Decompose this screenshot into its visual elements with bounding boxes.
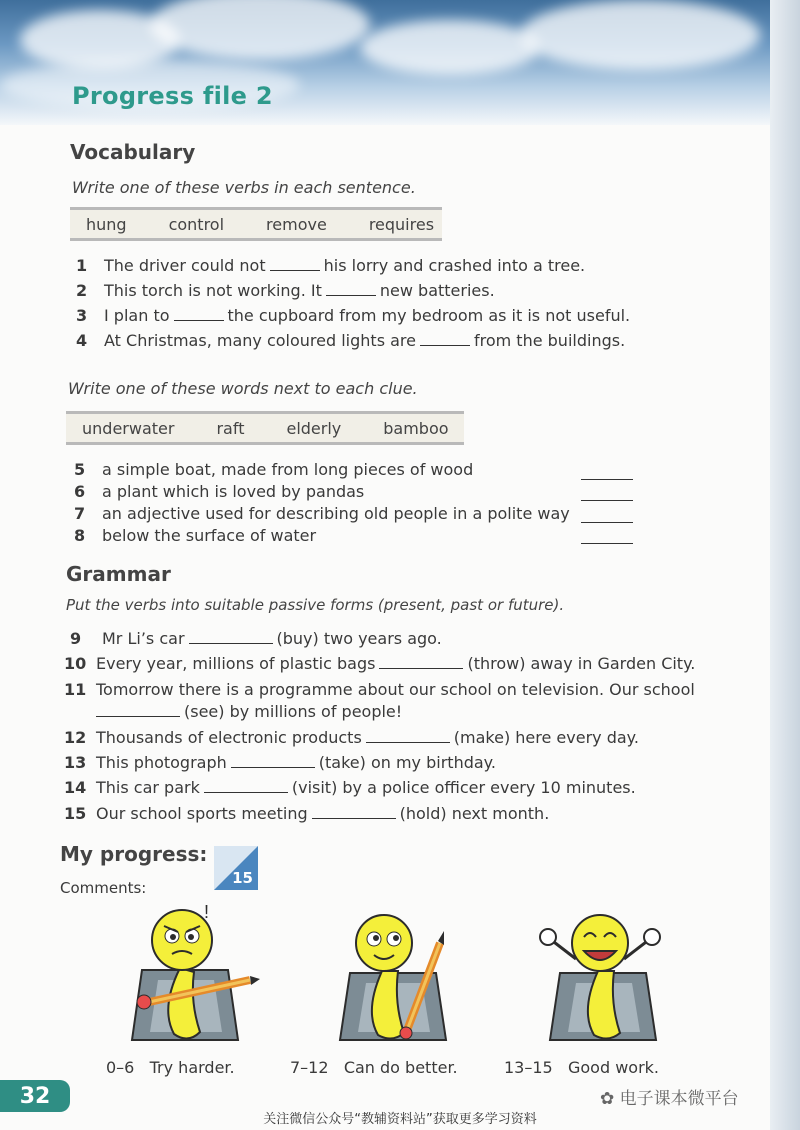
question-1: 1 The driver could not his lorry and crashed into a tree. bbox=[76, 256, 586, 275]
score-box bbox=[214, 846, 258, 890]
word-option: requires bbox=[368, 214, 435, 234]
answer-line[interactable] bbox=[581, 479, 633, 480]
answer-line[interactable] bbox=[581, 522, 633, 523]
question-9: 9 Mr Li’s car (buy) two years ago. bbox=[70, 629, 442, 648]
clue-8: 8 below the surface of water bbox=[74, 526, 317, 545]
word-option: elderly bbox=[286, 418, 342, 438]
question-12: 12 Thousands of electronic products (make) here every day. bbox=[64, 728, 639, 747]
clue-word-box bbox=[66, 411, 464, 445]
answer-blank[interactable] bbox=[420, 344, 470, 346]
answer-blank[interactable] bbox=[326, 294, 376, 296]
question-2: 2 This torch is not working. It new batteries. bbox=[76, 281, 495, 300]
answer-blank[interactable] bbox=[231, 766, 315, 768]
answer-line[interactable] bbox=[581, 543, 633, 544]
try-harder-figure bbox=[110, 900, 260, 1050]
question-14: 14 This car park (visit) by a police officer every 10 minutes. bbox=[64, 778, 636, 797]
wechat-icon: ✿ bbox=[600, 1089, 615, 1109]
question-11: 11 Tomorrow there is a programme about our school on television. Our school bbox=[64, 680, 695, 699]
grammar-instruction: Put the verbs into suitable passive forms (present, past or future). bbox=[66, 596, 565, 614]
question-4: 4 At Christmas, many coloured lights are from the buildings. bbox=[76, 331, 626, 350]
rating-3: 13–15 Good work. bbox=[504, 1058, 660, 1077]
word-option: bamboo bbox=[383, 418, 449, 438]
rating-2: 7–12 Can do better. bbox=[290, 1058, 458, 1077]
comments-label: Comments: bbox=[60, 879, 147, 897]
answer-blank[interactable] bbox=[204, 791, 288, 793]
answer-blank[interactable] bbox=[379, 667, 463, 669]
answer-blank[interactable] bbox=[189, 642, 273, 644]
word-option: underwater bbox=[82, 418, 175, 438]
clue-6: 6 a plant which is loved by pandas bbox=[74, 482, 365, 501]
question-13: 13 This photograph (take) on my birthday. bbox=[64, 753, 496, 772]
rating-1: 0–6 Try harder. bbox=[106, 1058, 235, 1077]
verb-word-box bbox=[70, 207, 442, 241]
grammar-heading: Grammar bbox=[66, 562, 171, 586]
max-score: 15 bbox=[232, 869, 253, 887]
question-15: 15 Our school sports meeting (hold) next month. bbox=[64, 804, 550, 823]
vocabulary-instruction-2: Write one of these words next to each clue. bbox=[68, 379, 418, 398]
page-number-badge: 32 bbox=[0, 1080, 70, 1112]
clue-5: 5 a simple boat, made from long pieces of wood bbox=[74, 460, 474, 479]
page-edge-shadow bbox=[770, 0, 800, 1130]
page-title: Progress file 2 bbox=[72, 82, 273, 110]
word-option: remove bbox=[266, 214, 327, 234]
answer-blank[interactable] bbox=[312, 817, 396, 819]
svg-text:!: ! bbox=[204, 902, 210, 922]
question-3: 3 I plan to the cupboard from my bedroom as it is not useful. bbox=[76, 306, 631, 325]
word-option: raft bbox=[216, 418, 245, 438]
answer-line[interactable] bbox=[581, 500, 633, 501]
answer-blank[interactable] bbox=[366, 741, 450, 743]
clue-7: 7 an adjective used for describing old people in a polite way bbox=[74, 504, 570, 523]
question-10: 10 Every year, millions of plastic bags (throw) away in Garden City. bbox=[64, 654, 696, 673]
my-progress-heading: My progress: bbox=[60, 842, 208, 866]
watermark-text: ✿ 电子课本微平台 bbox=[600, 1089, 739, 1109]
footer-notice: 关注微信公众号“教辅资料站”获取更多学习资料 bbox=[263, 1112, 537, 1127]
word-option: hung bbox=[86, 214, 127, 234]
can-do-better-figure bbox=[318, 905, 468, 1050]
vocabulary-heading: Vocabulary bbox=[70, 140, 196, 164]
answer-blank[interactable] bbox=[174, 319, 224, 321]
good-work-figure bbox=[528, 905, 678, 1050]
answer-blank[interactable] bbox=[96, 715, 180, 717]
question-11-line-2: (see) by millions of people! bbox=[96, 702, 402, 721]
answer-blank[interactable] bbox=[270, 269, 320, 271]
vocabulary-instruction-1: Write one of these verbs in each sentence. bbox=[72, 178, 416, 197]
word-option: control bbox=[168, 214, 225, 234]
